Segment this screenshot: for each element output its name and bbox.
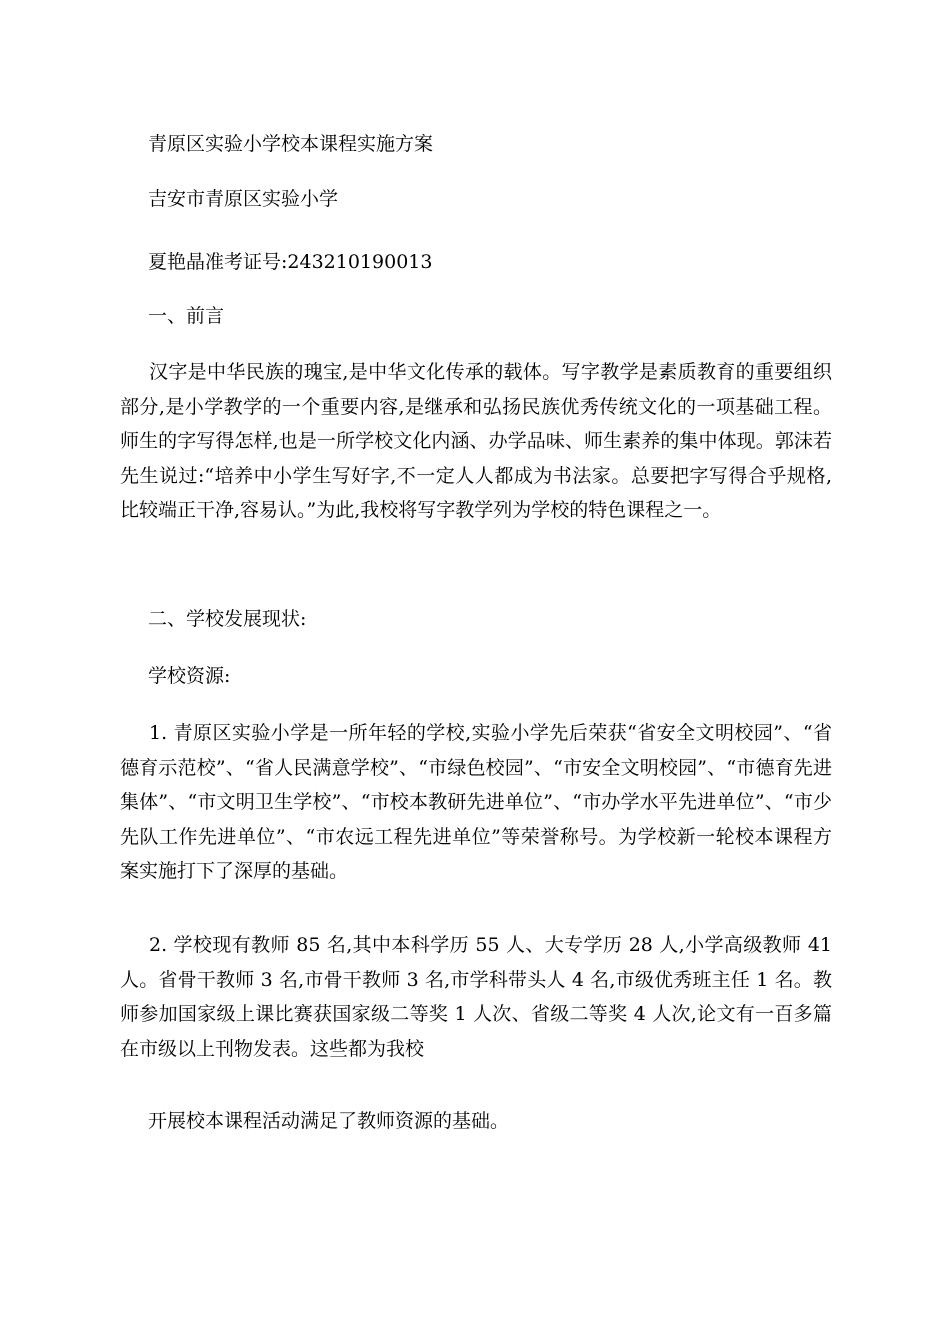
preface-paragraph: 汉字是中华民族的瑰宝,是中华文化传承的载体。写字教学是素质教育的重要组织部分,是小学教学的一个重要内容,是继承和弘扬民族优秀传统文化的一项基础工程。师生的字写得怎样,也是一所学校文化内涵、办学品味、师生素养的集中体现。郭沫若先生说过:“培养中小学生写好字,不一定人人都成为书法家。总要把字写得合乎规格,比较端正干净,容易认。”为此,我校将写字教学列为学校的特色课程之一。 <box>120 361 832 522</box>
list-item-teachers: 2. 学校现有教师 85 名,其中本科学历 55 人、大专学历 28 人,小学高级教师 41 人。省骨干教师 3 名,市骨干教师 3 名,市学科带头人 4 名,市级优秀班主任 1 名。教师参加国家级上课比赛获国家级二等奖 1 人次、省级二等奖 4 人次,论文有一百多篇在市级以上刊物发表。这些都为我校 <box>120 934 832 1060</box>
section-heading-status: 二、学校发展现状: <box>148 608 307 630</box>
document-title: 青原区实验小学校本课程实施方案 <box>148 133 434 155</box>
resources-heading: 学校资源: <box>148 665 231 687</box>
school-name: 吉安市青原区实验小学 <box>148 188 339 210</box>
list-item-honors: 1. 青原区实验小学是一所年轻的学校,实验小学先后荣获“省安全文明校园”、“省德育示范校”、“省人民满意学校”、“市绿色校园”、“市安全文明校园”、“市德育先进集体”、“市文明卫生学校”、“市校本教研先进单位”、“市办学水平先进单位”、“市少先队工作先进单位”、“市农远工程先进单位”等荣誉称号。为学校新一轮校本课程方案实施打下了深厚的基础。 <box>120 722 832 883</box>
author-line: 夏艳晶准考证号:243210190013 <box>148 251 433 273</box>
section-heading-preface: 一、前言 <box>148 305 225 327</box>
closing-line: 开展校本课程活动满足了教师资源的基础。 <box>148 1110 510 1132</box>
